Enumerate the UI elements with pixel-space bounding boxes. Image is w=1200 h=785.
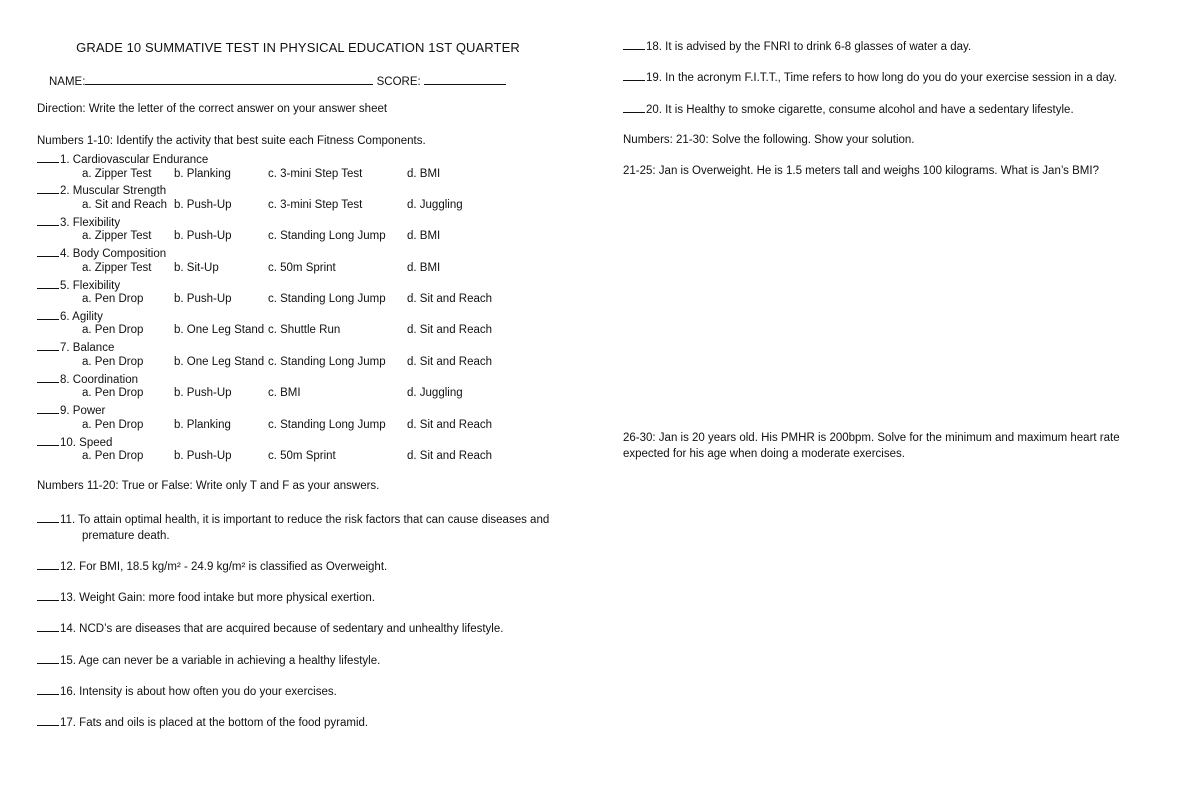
question-text: 11. To attain optimal health, it is important to reduce the risk factors that can cause diseases and [60,514,550,526]
answer-blank[interactable] [37,714,59,726]
answer-blank[interactable] [37,245,59,257]
choice-c: c. 50m Sprint [268,450,336,463]
question-text: 14. NCD’s are diseases that are acquired because of sedentary and unhealthy lifestyle. [60,623,504,635]
choice-d: d. Juggling [407,198,463,211]
question-19 [623,69,1117,86]
answer-blank[interactable] [37,652,59,664]
choice-b: b. Push-Up [174,198,232,211]
answer-blank[interactable] [37,214,59,226]
choice-a: a. Zipper Test [82,230,152,243]
choice-c: c. 3-mini Step Test [268,167,363,180]
question-text: 7. Balance [60,342,115,355]
question-text: 2. Muscular Strength [60,185,167,198]
choice-d: d. Sit and Reach [407,418,493,431]
answer-blank[interactable] [37,558,59,570]
question-text: 8. Coordination [60,373,138,386]
choice-d: d. Sit and Reach [407,324,493,337]
choice-b: b. Push-Up [174,230,232,243]
answer-blank[interactable] [37,182,59,194]
question-text: 5. Flexibility [60,279,121,292]
choice-a: a. Pen Drop [82,355,144,368]
part1-instruction: Numbers 1-10: Identify the activity that best suite each Fitness Components. [37,135,426,147]
choice-a: a. Pen Drop [82,450,144,463]
question-text: 17. Fats and oils is placed at the bottom of the food pyramid. [60,717,369,729]
score-label: SCORE: [376,76,421,88]
question-text: 10. Speed [60,436,113,449]
choice-c: c. Standing Long Jump [268,418,386,431]
choice-b: b. Sit-Up [174,261,219,274]
question-15 [37,652,380,669]
choice-c: c. 3-mini Step Test [268,198,363,211]
choice-b: b. One Leg Stand [174,355,265,368]
answer-blank[interactable] [37,589,59,601]
choice-b: b. Planking [174,418,231,431]
question-text: 1. Cardiovascular Endurance [60,154,209,166]
answer-blank[interactable] [37,151,59,163]
answer-blank[interactable] [37,683,59,695]
answer-blank[interactable] [37,277,59,289]
choice-a: a. Pen Drop [82,324,144,337]
part2-instruction: Numbers 11-20: True or False: Write only T and F as your answers. [37,480,380,492]
question-text: 15. Age can never be a variable in achieving a healthy lifestyle. [60,655,381,667]
choice-c: c. 50m Sprint [268,261,336,274]
choice-a: a. Pen Drop [82,387,144,400]
choice-c: c. Standing Long Jump [268,293,386,306]
test-title: GRADE 10 SUMMATIVE TEST IN PHYSICAL EDUCATION 1ST QUARTER [76,40,520,55]
problem-text-line1: 26-30: Jan is 20 years old. His PMHR is 200bpm. Solve for the minimum and maximum heart rate [623,432,1120,444]
question-12 [37,558,387,575]
choice-c: c. Standing Long Jump [268,355,386,368]
question-16 [37,683,337,700]
part3-instruction: Numbers: 21-30: Solve the following. Show your solution. [623,134,915,146]
score-blank[interactable] [424,72,506,85]
choice-b: b. Push-Up [174,293,232,306]
choice-a: a. Zipper Test [82,261,152,274]
answer-blank[interactable] [37,371,59,383]
choice-d: d. Sit and Reach [407,355,493,368]
answer-blank[interactable] [37,308,59,320]
answer-blank[interactable] [37,511,59,523]
problem-26-30 [623,430,1120,462]
question-11 [37,511,549,544]
answer-blank[interactable] [623,69,645,81]
answer-blank[interactable] [37,339,59,351]
choice-c: c. BMI [268,387,301,400]
choice-d: d. BMI [407,167,441,180]
choice-d: d. Sit and Reach [407,450,493,463]
name-label: NAME: [49,76,86,88]
choice-d: d. BMI [407,261,441,274]
question-text: 18. It is advised by the FNRI to drink 6-8 glasses of water a day. [646,41,972,53]
answer-blank[interactable] [623,38,645,50]
choice-d: d. Sit and Reach [407,293,493,306]
choice-d: d. Juggling [407,387,463,400]
name-score-line [49,72,506,88]
question-text-continuation: premature death. [82,530,170,542]
choice-c: c. Standing Long Jump [268,230,386,243]
question-18 [623,38,971,55]
choice-b: b. Push-Up [174,387,232,400]
question-text: 6. Agility [60,310,103,323]
answer-blank[interactable] [37,434,59,446]
question-20 [623,101,1074,118]
question-text: 4. Body Composition [60,248,167,261]
question-14 [37,620,503,637]
answer-blank[interactable] [623,101,645,113]
question-text: 3. Flexibility [60,216,121,229]
question-text: 19. In the acronym F.I.T.T., Time refers to how long do you do your exercise session in a day. [646,72,1117,84]
choice-a: a. Pen Drop [82,293,144,306]
choice-b: b. Planking [174,167,231,180]
choice-a: a. Zipper Test [82,167,152,180]
problem-21-25: 21-25: Jan is Overweight. He is 1.5 meters tall and weighs 100 kilograms. What is Jan’s BMI? [623,165,1099,177]
choice-a: a. Pen Drop [82,418,144,431]
question-13 [37,589,375,606]
answer-blank[interactable] [37,402,59,414]
choice-b: b. One Leg Stand [174,324,265,337]
choice-b: b. Push-Up [174,450,232,463]
name-blank[interactable] [85,72,373,85]
question-17 [37,714,368,731]
question-text: 16. Intensity is about how often you do your exercises. [60,686,337,698]
question-text: 13. Weight Gain: more food intake but more physical exertion. [60,592,375,604]
direction-text: Direction: Write the letter of the correct answer on your answer sheet [37,103,388,115]
question-text: 9. Power [60,405,106,418]
choice-c: c. Shuttle Run [268,324,341,337]
problem-text-line2: expected for his age when doing a moderate exercises. [623,448,905,460]
answer-blank[interactable] [37,620,59,632]
choice-a: a. Sit and Reach [82,198,168,211]
question-text: 12. For BMI, 18.5 kg/m² - 24.9 kg/m² is classified as Overweight. [60,561,388,573]
choice-d: d. BMI [407,230,441,243]
question-text: 20. It is Healthy to smoke cigarette, consume alcohol and have a sedentary lifestyle. [646,104,1074,116]
